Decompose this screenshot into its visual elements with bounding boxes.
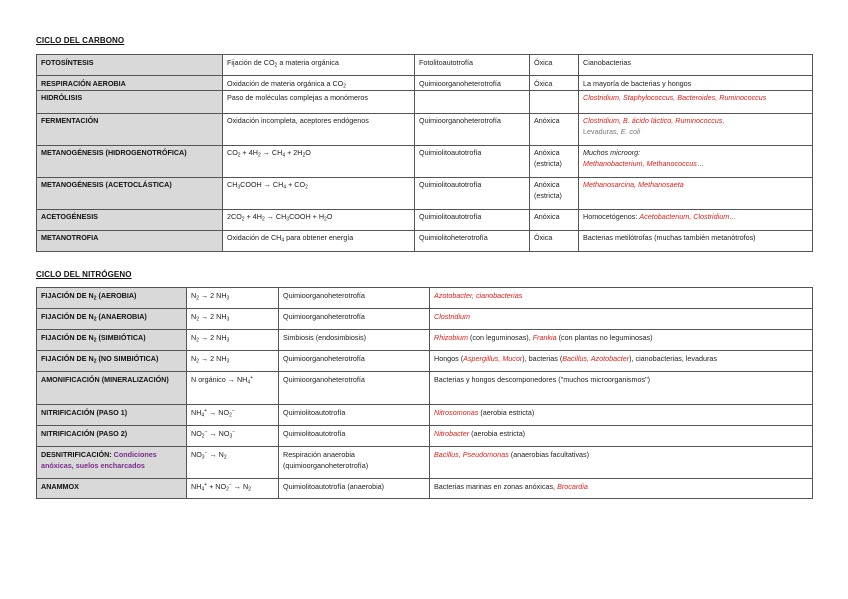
process-cell: FIJACIÓN DE $N_2$ (ANAEROBIA)	[37, 309, 187, 330]
oxygen-cell: Anóxica (estricta)	[530, 145, 579, 177]
table-row	[37, 309, 813, 330]
reaction-cell: $N_2 \to 2$ $NH_3$	[187, 288, 279, 309]
process-cell: RESPIRACIÓN AEROBIA	[37, 76, 223, 91]
metabolism-cell: Quimioorganoheterotrofía	[279, 309, 430, 330]
organisms-cell: Azotobacter, cianobacterias	[430, 288, 813, 309]
reaction-cell: Oxidación incompleta, aceptores endógenos	[223, 113, 415, 145]
table-row	[37, 76, 813, 91]
process-cell: METANOGÉNESIS (HIDROGENOTRÓFICA)	[37, 145, 223, 177]
table-row	[37, 288, 813, 309]
reaction-cell: $CH_3COOH \to CH_4 + CO_2$	[223, 177, 415, 209]
metabolism-cell: Fotolitoautotrofía	[415, 55, 530, 76]
metabolism-cell: Quimiolitoautotrofía	[415, 209, 530, 230]
process-cell: HIDRÓLISIS	[37, 90, 223, 113]
carbon-cycle-table	[36, 54, 813, 252]
process-cell: METANOGÉNESIS (ACETOCLÁSTICA)	[37, 177, 223, 209]
table-row	[37, 405, 813, 426]
table-row	[37, 90, 813, 113]
process-cell: FERMENTACIÓN	[37, 113, 223, 145]
reaction-cell: $2CO_2 + 4H_2$ → $CH_3COOH + H_2O$	[223, 209, 415, 230]
reaction-cell: Fijación de $CO_2$ a materia orgánica	[223, 55, 415, 76]
reaction-cell: $NH_4^+ + NO_2^- \to N_2$	[187, 479, 279, 499]
nitrogen-cycle-title: CICLO DEL NITRÓGENO	[36, 270, 132, 279]
table-row	[37, 177, 813, 209]
reaction-cell: $NO_3^- \to N_2$	[187, 447, 279, 479]
process-cell: FIJACIÓN DE $N_2$ (NO SIMBIÓTICA)	[37, 351, 187, 372]
nitrogen-cycle-table	[36, 287, 813, 499]
table-row	[37, 113, 813, 145]
oxygen-cell: Óxica	[530, 55, 579, 76]
metabolism-cell: Quimioorganoheterotrofía	[415, 76, 530, 91]
metabolism-cell: Respiración anaerobia (quimioorganoheterotrofía)	[279, 447, 430, 479]
reaction-cell: $NH_4^+ \to NO_2^-$	[187, 405, 279, 426]
process-cell: FIJACIÓN DE $N_2$ (AEROBIA)	[37, 288, 187, 309]
table-row	[37, 230, 813, 251]
table-row	[37, 479, 813, 499]
metabolism-cell: Quimioorganoheterotrofía	[279, 351, 430, 372]
process-cell: AMONIFICACIÓN (MINERALIZACIÓN)	[37, 372, 187, 405]
organisms-cell: Rhizobium (con leguminosas), Frankia (con plantas no leguminosas)	[430, 330, 813, 351]
table-row	[37, 351, 813, 372]
organisms-cell: Bacillus, Pseudomonas (anaerobias facultativas)	[430, 447, 813, 479]
process-cell: NITRIFICACIÓN (PASO 1)	[37, 405, 187, 426]
organisms-cell: Cianobacterias	[579, 55, 813, 76]
metabolism-cell: Simbiosis (endosimbiosis)	[279, 330, 430, 351]
reaction-cell: $NO_2^- \to NO_3^-$	[187, 426, 279, 447]
metabolism-cell: Quimiolitoautotrofía (anaerobia)	[279, 479, 430, 499]
metabolism-cell: Quimiolitoautotrofía	[279, 426, 430, 447]
oxygen-cell: Óxica	[530, 230, 579, 251]
process-cell: ACETOGÉNESIS	[37, 209, 223, 230]
reaction-cell: $N_2 \to 2$ $NH_3$	[187, 309, 279, 330]
metabolism-cell: Quimiolitoautotrofía	[279, 405, 430, 426]
process-cell: FOTOSÍNTESIS	[37, 55, 223, 76]
oxygen-cell: Anóxica	[530, 209, 579, 230]
metabolism-cell: Quimioorganoheterotrofía	[415, 113, 530, 145]
organisms-cell: Homocetógenos: Acetobacterium, Clostridium…	[579, 209, 813, 230]
table-row	[37, 330, 813, 351]
organisms-cell: Methanosarcina, Methanosaeta	[579, 177, 813, 209]
organisms-cell: La mayoría de bacterias y hongos	[579, 76, 813, 91]
reaction-cell: Oxidación de materia orgánica a $CO_2$	[223, 76, 415, 91]
table-row	[37, 426, 813, 447]
process-cell: ANAMMOX	[37, 479, 187, 499]
organisms-cell: Clostridium, B. ácido láctico, Ruminococcus, Levaduras, E. coli	[579, 113, 813, 145]
table-row	[37, 145, 813, 177]
metabolism-cell	[415, 90, 530, 113]
carbon-cycle-title: CICLO DEL CARBONO	[36, 36, 125, 45]
organisms-cell: Nitrobacter (aerobia estricta)	[430, 426, 813, 447]
metabolism-cell: Quimiolitoheterotrofía	[415, 230, 530, 251]
table-row	[37, 209, 813, 230]
reaction-cell: $N_2 \to 2$ $NH_3$	[187, 330, 279, 351]
organisms-cell: Clostridium	[430, 309, 813, 330]
organisms-cell: Bacterias metilótrofas (muchas también metanótrofos)	[579, 230, 813, 251]
reaction-cell: Paso de moléculas complejas a monómeros	[223, 90, 415, 113]
reaction-cell: Oxidación de $CH_4$ para obtener energía	[223, 230, 415, 251]
process-cell: NITRIFICACIÓN (PASO 2)	[37, 426, 187, 447]
oxygen-cell: Óxica	[530, 76, 579, 91]
metabolism-cell: Quimioorganoheterotrofía	[279, 288, 430, 309]
table-row	[37, 372, 813, 405]
organisms-cell: Hongos (Aspergillus, Mucor), bacterias (Bacillus, Azotobacter), cianobacterias, levaduras	[430, 351, 813, 372]
metabolism-cell: Quimiolitoautotrofía	[415, 177, 530, 209]
organisms-cell: Bacterias y hongos descomponedores ("muchos microorganismos")	[430, 372, 813, 405]
table-row	[37, 447, 813, 479]
organisms-cell: Muchos microorg: Methanobacterium, Methanococcus…	[579, 145, 813, 177]
oxygen-cell: Anóxica	[530, 113, 579, 145]
reaction-cell: N orgánico → $NH_4^+$	[187, 372, 279, 405]
metabolism-cell: Quimioorganoheterotrofía	[279, 372, 430, 405]
organisms-cell: Nitrosomonas (aerobia estricta)	[430, 405, 813, 426]
organisms-cell: Bacterias marinas en zonas anóxicas, Brocardia	[430, 479, 813, 499]
oxygen-cell	[530, 90, 579, 113]
organisms-cell: Clostridium, Staphylococcus, Bacteroides, Ruminococcus	[579, 90, 813, 113]
metabolism-cell: Quimiolitoautotrofía	[415, 145, 530, 177]
reaction-cell: $N_2 \to 2$ $NH_3$	[187, 351, 279, 372]
process-cell: METANOTROFIA	[37, 230, 223, 251]
oxygen-cell: Anóxica (estricta)	[530, 177, 579, 209]
reaction-cell: $CO_2 + 4H_2 \to CH_4 + 2H_2O$	[223, 145, 415, 177]
process-cell: FIJACIÓN DE $N_2$ (SIMBIÓTICA)	[37, 330, 187, 351]
process-cell: DESNITRIFICACIÓN: Condiciones anóxicas, suelos encharcados	[37, 447, 187, 479]
table-row	[37, 55, 813, 76]
